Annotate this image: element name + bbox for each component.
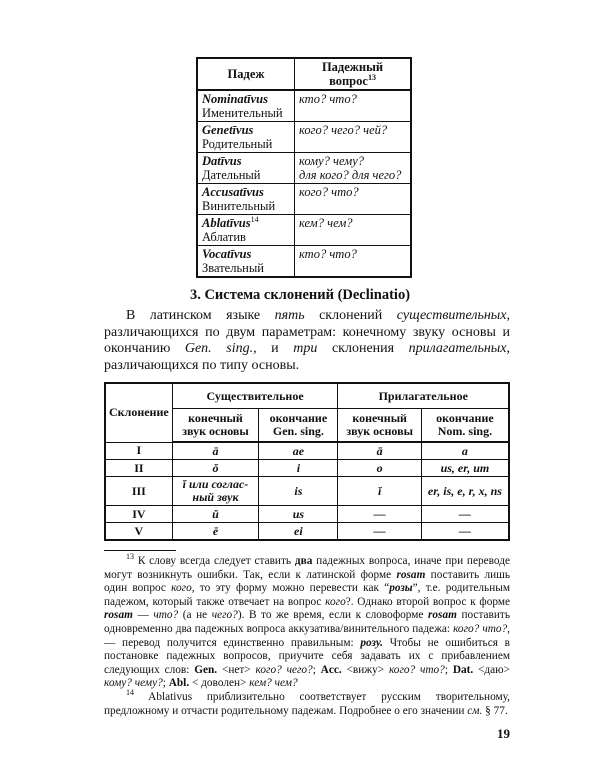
table-row	[105, 460, 509, 477]
cell: —	[421, 506, 509, 523]
case-cell	[197, 246, 295, 278]
cell: ĭ или соглас-ный звук	[172, 477, 259, 506]
header-question-text: Падежный вопрос	[321, 60, 384, 88]
cell: —	[338, 523, 421, 541]
latin-case-name: Vocatīvus	[202, 247, 252, 261]
text-run: Ablativus приблизительно соответствует русским творительному, предложному и отчасти родительному падежам. Подробнее о его значении	[104, 690, 510, 717]
russian-case-name: Родительный	[202, 137, 273, 151]
question-text: для кого? для чего?	[299, 168, 402, 182]
text-run: кого? что?	[453, 622, 508, 635]
question-cell	[295, 90, 412, 122]
footnote-number: 14	[126, 688, 134, 698]
cell: ĭ	[338, 477, 421, 506]
footnote-number: 13	[126, 552, 134, 562]
text-run: <вижу>	[341, 663, 389, 676]
text-run: <даю>	[473, 663, 510, 676]
text-run: ?. Однако второй вопрос к форме	[345, 595, 511, 608]
cell: ā	[338, 442, 421, 460]
question-text: кто? что?	[299, 247, 357, 261]
cases-table	[196, 57, 412, 278]
text-run: склонений	[304, 308, 397, 323]
text-run: Acc.	[320, 663, 342, 676]
declension-number: V	[105, 523, 172, 541]
text-run: два	[294, 555, 313, 567]
table-row	[105, 523, 509, 541]
table-row	[197, 90, 411, 122]
intro-paragraph	[104, 308, 510, 374]
text-run: поставить лишь один вопрос	[104, 568, 511, 595]
question-cell	[295, 184, 412, 215]
text-run: ;	[162, 677, 169, 690]
text-run: rosam	[428, 609, 457, 622]
table-row	[105, 477, 509, 506]
text-run: ;	[312, 663, 321, 676]
latin-case-name: Nominatīvus	[202, 92, 268, 106]
case-cell	[197, 90, 295, 122]
text-run: <нет>	[217, 663, 256, 676]
footnote-divider	[104, 550, 176, 551]
text-run: падежных вопроса, иначе при переводе могут возникнуть ошибки. Так, если к латинской форме	[104, 555, 510, 581]
cell: —	[338, 506, 421, 523]
text-run: , различающихся по типу основы.	[104, 341, 510, 373]
text-run: , и	[253, 341, 294, 356]
question-text: кем? чем?	[299, 216, 353, 230]
header-declension: Склонение	[105, 383, 172, 442]
declension-number: II	[105, 460, 172, 477]
cell: us	[259, 506, 338, 523]
cell: a	[421, 442, 509, 460]
text-run: кого? что?	[388, 663, 445, 676]
text-run: чего?	[211, 609, 238, 622]
question-cell	[295, 246, 412, 278]
text-run: существительных	[396, 308, 507, 323]
cell: ē	[172, 523, 259, 541]
case-cell	[197, 215, 295, 246]
cell: ā	[172, 442, 259, 460]
text-run: пять	[274, 308, 305, 323]
cell: i	[259, 460, 338, 477]
text-run: кому? чему?	[104, 677, 163, 690]
question-text: кого? чего? чей?	[299, 123, 388, 137]
text-run: Dat.	[452, 663, 474, 676]
table-row	[197, 122, 411, 153]
question-text: кого? что?	[299, 185, 359, 199]
latin-case-name: Ablatīvus	[202, 216, 251, 230]
footnotes	[104, 552, 511, 718]
text-run: , различающихся по двум параметрам: конечному звуку основы и окончанию	[104, 308, 511, 356]
text-run: Чтобы не ошибиться в постановке падежных вопросов, приучите себя задавать их с прибавлением следующих слов:	[104, 636, 510, 676]
text-run: склонения	[317, 341, 409, 356]
table-row	[197, 246, 411, 278]
table-row	[105, 442, 509, 460]
footnote	[104, 688, 510, 718]
subheader: окончание Gen. sing.	[259, 409, 338, 443]
cell: ei	[259, 523, 338, 541]
text-run: В латинском языке	[126, 308, 275, 323]
case-cell	[197, 153, 295, 184]
section-heading: 3. Система склонений (Declinatio)	[189, 287, 411, 303]
page-number: 19	[497, 726, 510, 742]
text-run: см.	[467, 704, 483, 717]
header-case: Падеж	[197, 58, 295, 90]
table-row	[197, 153, 411, 184]
russian-case-name: Звательный	[202, 261, 264, 275]
subheader: окончание Nom. sing.	[421, 409, 509, 443]
header-question	[295, 58, 412, 90]
russian-case-name: Дательный	[202, 168, 261, 182]
footnote-ref: 13	[367, 72, 376, 82]
text-run: , — перевод получится единственно правильным:	[104, 622, 510, 649]
cell: ae	[259, 442, 338, 460]
header-adjective: Прилагательное	[338, 383, 509, 409]
header-noun: Существительное	[172, 383, 338, 409]
cell: —	[421, 523, 509, 541]
latin-case-name: Accusatīvus	[202, 185, 264, 199]
question-text: кому? чему?	[299, 154, 365, 168]
text-run: прилагательных	[408, 341, 507, 356]
text-run: rosam	[104, 609, 133, 622]
text-run: кого	[171, 582, 192, 595]
question-cell	[295, 122, 412, 153]
text-run: поставить одновременно два падежных вопроса аккузатива/винительного падежа:	[104, 609, 510, 635]
text-run: кого? чего?	[255, 663, 313, 676]
text-run: кого	[325, 595, 346, 608]
subheader: конечный звук основы	[172, 409, 259, 443]
text-run: , то эту форму можно перевести как “	[191, 582, 390, 595]
cell: is	[259, 477, 338, 506]
text-run: розы	[389, 582, 413, 595]
russian-case-name: Аблатив	[202, 230, 246, 244]
text-run: < доволен>	[189, 677, 250, 690]
case-cell	[197, 122, 295, 153]
table-row	[197, 184, 411, 215]
text-run: ). В то же время, если к словоформе	[237, 609, 428, 622]
text-run: —	[132, 609, 154, 622]
latin-case-name: Genetīvus	[202, 123, 254, 137]
text-run: три	[293, 341, 318, 356]
text-run: что?	[153, 609, 179, 622]
cell: ŏ	[172, 460, 259, 477]
text-run: rosam	[396, 568, 426, 581]
declension-table	[104, 382, 510, 541]
declension-number: IV	[105, 506, 172, 523]
text-run: Abl.	[168, 677, 190, 690]
russian-case-name: Винительный	[202, 199, 276, 213]
question-cell	[295, 153, 412, 184]
text-run: ;	[444, 663, 453, 676]
footnote	[104, 552, 511, 691]
text-run: § 77.	[482, 704, 508, 717]
cell: us, er, um	[421, 460, 509, 477]
subheader: конечный звук основы	[338, 409, 421, 443]
cell: ŭ	[172, 506, 259, 523]
declension-number: I	[105, 442, 172, 460]
text-run: (а не	[178, 609, 212, 622]
table-row	[197, 215, 411, 246]
declension-number: III	[105, 477, 172, 506]
table-row	[105, 506, 509, 523]
russian-case-name: Именительный	[202, 106, 283, 120]
cell: o	[338, 460, 421, 477]
cell: er, is, e, r, x, ns	[421, 477, 509, 506]
text-run: розу.	[360, 636, 384, 649]
question-cell	[295, 215, 412, 246]
text-run: Gen. sing.	[184, 341, 254, 356]
latin-case-name: Datīvus	[202, 154, 242, 168]
text-run: Gen.	[194, 663, 218, 676]
text-run: ”, т.е. родительным падежом, который также отвечает на вопрос	[104, 582, 510, 608]
question-text: кто? что?	[299, 92, 357, 106]
case-cell	[197, 184, 295, 215]
text-run: К слову всегда следует ставить	[134, 555, 295, 567]
footnote-ref: 14	[250, 214, 259, 224]
text-run: кем? чем?	[249, 677, 298, 690]
